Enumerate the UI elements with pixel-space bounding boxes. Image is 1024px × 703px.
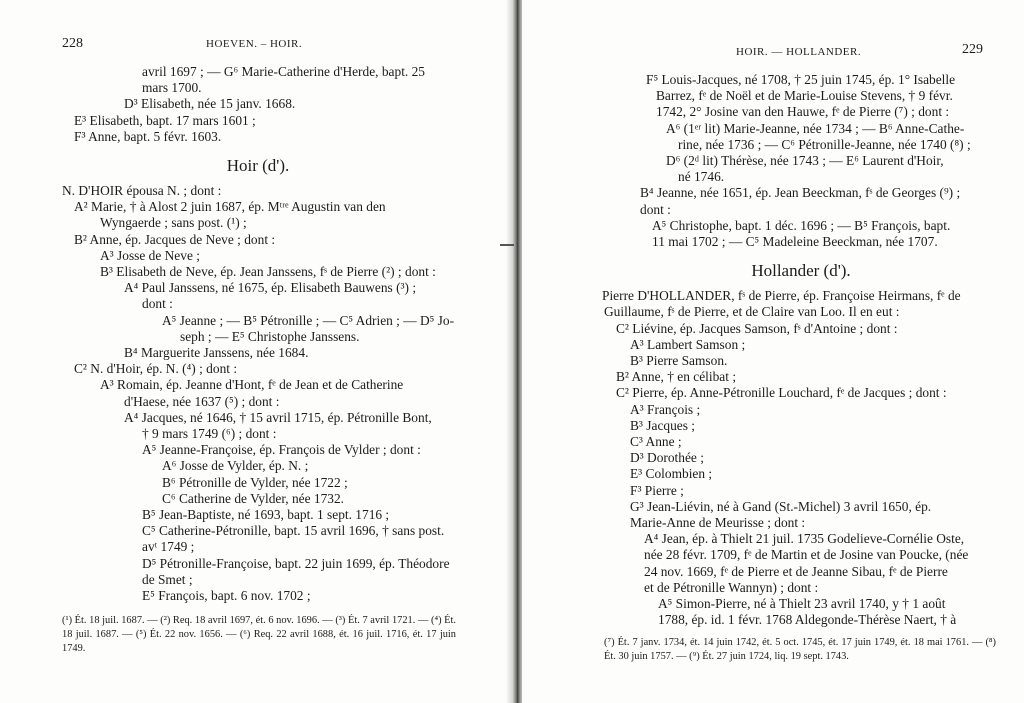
section-title-hoir: Hoir (d'). [226,156,290,176]
genealogy-line: D³ Dorothée ; [630,450,704,466]
text-line: Barrez, fᵉ de Noël et de Marie-Louise Stevens, † 9 févr. [656,88,953,104]
right-footnotes: (⁷) Ét. 7 janv. 1734, ét. 14 juin 1742, ét. 5 oct. 1745, ét. 17 juin 1749, ét. 18 mai 1761. — (⁸) Ét. 30 juin 1757. — (⁹) Ét. 27 juin 1724, liq. 19 sept. 1743. [604,637,996,662]
right-page [522,0,1024,703]
page-number-228: 228 [62,36,83,51]
genealogy-line: B³ Jacques ; [630,417,696,433]
genealogy-line: A⁶ Josse de Vylder, ép. N. ; [162,458,309,474]
genealogy-line: A³ Josse de Neve ; [100,247,200,263]
genealogy-line: A⁵ Jeanne-Françoise, ép. François de Vylder ; dont : [142,442,421,458]
genealogy-line: C⁶ Catherine de Vylder, née 1732. [162,490,345,506]
text-line: F³ Anne, bapt. 5 févr. 1603. [74,128,222,144]
genealogy-line: B⁴ Marguerite Janssens, née 1684. [124,345,309,361]
genealogy-line: 1788, ép. id. 1 févr. 1768 Aldegonde-Thérèse Naert, † à [658,612,957,628]
genealogy-line: C² Liévine, ép. Jacques Samson, fˢ d'Antoine ; dont : [616,320,898,336]
genealogy-line: B⁵ Jean-Baptiste, né 1693, bapt. 1 sept. 1716 ; [142,507,390,523]
genealogy-line: seph ; — E⁵ Christophe Janssens. [180,328,360,344]
genealogy-line: D⁵ Pétronille-Françoise, bapt. 22 juin 1699, ép. Théodore [142,555,450,571]
genealogy-line: C² N. d'Hoir, ép. N. (⁴) ; dont : [74,361,238,377]
genealogy-line: C² Pierre, ép. Anne-Pétronille Louchard, fᵉ de Jacques ; dont : [616,385,947,401]
genealogy-line: A⁴ Jean, ép. à Thielt 21 juil. 1735 Godelieve-Cornélie Oste, [644,531,965,547]
left-page-number [62,36,83,52]
right-running-head [736,44,861,59]
text-line: D³ Elisabeth, née 15 janv. 1668. [124,96,296,112]
right-page-number [962,42,983,58]
genealogy-line: A² Marie, † à Alost 2 juin 1687, ép. Mᵗʳᵉ Augustin van den [74,199,386,215]
genealogy-line: F³ Pierre ; [630,482,684,498]
genealogy-line: A³ Lambert Samson ; [630,336,746,352]
text-line: A⁵ Christophe, bapt. 1 déc. 1696 ; — B⁵ François, bapt. [652,217,951,233]
genealogy-line: 24 nov. 1669, fᵉ de Pierre et de Jeanne Sibau, fᵉ de Pierre [644,563,948,579]
text-line: F⁵ Louis-Jacques, né 1708, † 25 juin 1745, ép. 1° Isabelle [646,72,956,87]
genealogy-line: Wyngaerde ; sans post. (¹) ; [100,215,247,231]
left-body [62,64,454,604]
genealogy-line: C⁵ Catherine-Pétronille, bapt. 15 avril 1696, † sans post. [142,523,445,539]
genealogy-line: Marie-Anne de Meurisse ; dont : [630,515,806,531]
genealogy-line: née 28 févr. 1709, fᵉ de Martin et de Josine van Poucke, (née [644,547,969,563]
genealogy-line: E³ Colombien ; [630,466,713,482]
section-title-hollander: Hollander (d'). [751,261,851,281]
genealogy-line: d'Haese, née 1637 (⁵) ; dont : [124,393,280,409]
genealogy-line: dont : [142,296,173,312]
genealogy-line: N. D'HOIR épousa N. ; dont : [62,183,222,199]
genealogy-line: A³ Romain, ép. Jeanne d'Hont, fᵉ de Jean et de Catherine [100,377,404,393]
left-running-head [206,36,302,51]
genealogy-line: et de Pétronille Wannyn) ; dont : [644,579,819,595]
text-line: rine, née 1736 ; — C⁶ Pétronille-Jeanne, née 1740 (⁸) ; [678,136,971,152]
right-body [604,72,998,629]
running-head-text: HOEVEN. – HOIR. [206,38,303,50]
genealogy-line: † 9 mars 1749 (⁶) ; dont : [142,426,277,442]
genealogy-line: B³ Pierre Samson. [630,353,728,369]
text-line: E³ Elisabeth, bapt. 17 mars 1601 ; [74,112,256,128]
genealogy-line: de Smet ; [142,571,193,587]
text-line: B⁴ Jeanne, née 1651, ép. Jean Beeckman, fˢ de Georges (⁹) ; [640,185,961,201]
text-line: avril 1697 ; — G⁶ Marie-Catherine d'Herde, bapt. 25 [142,64,425,79]
text-line: dont : [640,201,671,217]
genealogy-line: A⁵ Jeanne ; — B⁵ Pétronille ; — C⁵ Adrien ; — D⁵ Jo- [162,312,455,328]
left-footnotes: (¹) Ét. 18 juil. 1687. — (²) Req. 18 avril 1697, ét. 6 nov. 1696. — (³) Ét. 7 avril 1721. — (⁴) Ét. 18 juil. 1687. — (⁵) Ét. 22 nov. 1656. — (⁶) Req. 22 avril 1688, ét. 16 juil. 1716, ét. 17 juin 1749. [62,615,456,654]
text-line: mars 1700. [142,80,202,96]
genealogy-line: B² Anne, ép. Jacques de Neve ; dont : [74,231,276,247]
genealogy-line: C³ Anne ; [630,434,682,450]
genealogy-line: B² Anne, † en célibat ; [616,369,737,385]
genealogy-line: Guillaume, fˢ de Pierre, et de Claire van Loo. Il en eut : [604,304,900,320]
page-number-229: 229 [962,42,983,57]
text-line: D⁶ (2ᵈ lit) Thérèse, née 1743 ; — E⁶ Laurent d'Hoir, [666,153,944,169]
binding-mark [500,244,514,246]
genealogy-line: avᵗ 1749 ; [142,539,195,555]
genealogy-line: E⁵ François, bapt. 6 nov. 1702 ; [142,588,311,604]
genealogy-line: A⁴ Paul Janssens, né 1675, ép. Elisabeth Bauwens (³) ; [124,280,417,296]
text-line: A⁶ (1ᵉʳ lit) Marie-Jeanne, née 1734 ; — B⁶ Anne-Cathe- [666,120,965,136]
genealogy-line: A⁵ Simon-Pierre, né à Thielt 23 avril 1740, y † 1 août [658,596,946,612]
genealogy-line: B⁶ Pétronille de Vylder, née 1722 ; [162,474,348,490]
running-head-text: HOIR. — HOLLANDER. [736,46,862,58]
genealogy-line: A⁴ Jacques, né 1646, † 15 avril 1715, ép. Pétronille Bont, [124,409,432,425]
text-line: 1742, 2° Josine van den Hauwe, fᵉ de Pierre (⁷) ; dont : [656,104,950,120]
text-line: né 1746. [678,169,725,185]
genealogy-line: A³ François ; [630,401,701,417]
text-line: 11 mai 1702 ; — C⁵ Madeleine Beeckman, née 1707. [652,234,938,250]
genealogy-line: Pierre D'HOLLANDER, fˢ de Pierre, ép. Françoise Heirmans, fᵉ de [602,288,961,304]
genealogy-line: B³ Elisabeth de Neve, ép. Jean Janssens, fˢ de Pierre (²) ; dont : [100,264,436,280]
genealogy-line: G³ Jean-Liévin, né à Gand (St.-Michel) 3 avril 1650, ép. [630,498,932,514]
